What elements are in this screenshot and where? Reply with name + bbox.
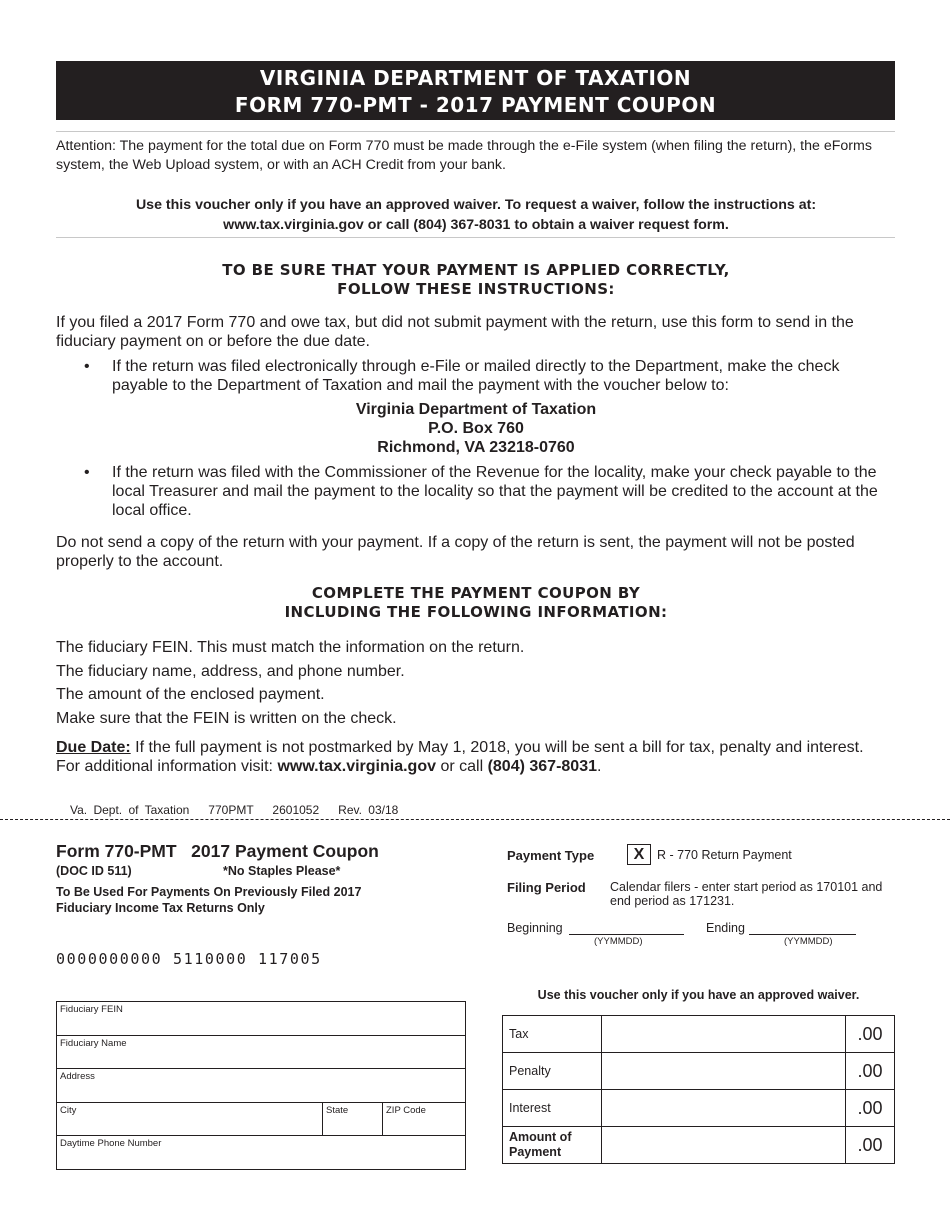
payment-amount-input[interactable] — [602, 1127, 846, 1164]
complete-heading — [56, 584, 896, 622]
tax-amount-input[interactable] — [602, 1016, 846, 1053]
bullet-item — [84, 357, 896, 395]
no-copy-paragraph: Do not send a copy of the return with your payment. If a copy of the return is sent, the payment will not be posted properly to the account. — [56, 534, 855, 570]
waiver-notice-line-1: Use this voucher only if you have an approved waiver. To request a waiver, follow the instructions at: — [135, 197, 817, 213]
table-row — [503, 1127, 895, 1164]
address-line-1: Virginia Department of Taxation — [355, 401, 597, 418]
tax-cents: .00 — [846, 1016, 895, 1053]
payment-type-label: Payment Type — [507, 848, 595, 863]
payment-cents: .00 — [846, 1127, 895, 1164]
form-footer-id: Va. Dept. of Taxation 770PMT 2601052 Rev. 03/18 — [70, 803, 399, 817]
phone-number: (804) 367-8031 — [487, 758, 597, 775]
info-item: The fiduciary FEIN. This must match the information on the return. — [56, 639, 525, 656]
divider — [56, 131, 895, 132]
filing-period-note-line-1: Calendar filers - enter start period as 170101 and — [610, 880, 883, 894]
complete-heading-line-2: INCLUDING THE FOLLOWING INFORMATION: — [284, 603, 668, 621]
additional-info-text: For additional information visit: — [56, 758, 278, 775]
interest-amount-input[interactable] — [602, 1090, 846, 1127]
form-header — [56, 61, 895, 120]
bullet-item — [84, 463, 896, 520]
ending-label: Ending — [706, 921, 745, 935]
additional-info-middle: or call — [436, 758, 488, 775]
ending-format: (YYMMDD) — [784, 936, 833, 947]
interest-cents: .00 — [846, 1090, 895, 1127]
payment-type-checkbox[interactable]: X — [627, 844, 651, 865]
zip-field[interactable] — [382, 1102, 466, 1136]
payment-type-value: R - 770 Return Payment — [657, 848, 792, 862]
bullet-text: If the return was filed electronically through e-File or mailed directly to the Department, make the check payable to the Department of Taxation and mail the payment with the voucher below to: — [112, 358, 840, 394]
coupon-usage-line-2: Fiduciary Income Tax Returns Only — [56, 901, 265, 915]
additional-info-end: . — [597, 758, 602, 775]
table-row — [503, 1053, 895, 1090]
header-line-2: FORM 770-PMT - 2017 PAYMENT COUPON — [234, 93, 717, 117]
fiduciary-fein-field[interactable] — [56, 1001, 466, 1036]
city-field[interactable] — [56, 1102, 323, 1136]
header-line-1: VIRGINIA DEPARTMENT OF TAXATION — [259, 66, 692, 90]
due-date-label: Due Date: — [56, 739, 131, 756]
beginning-label: Beginning — [507, 921, 563, 935]
coupon-usage — [56, 884, 361, 916]
bullet-text: If the return was filed with the Commissioner of the Revenue for the locality, make your check payable to the local Treasurer and mail the payment to the locality so that the payment will be credited to the account at the local office. — [112, 464, 878, 519]
table-row — [503, 1016, 895, 1053]
phone-field[interactable] — [56, 1135, 466, 1170]
address-label: Address — [60, 1071, 95, 1082]
due-date-paragraph — [56, 738, 906, 776]
amounts-table — [502, 1015, 895, 1164]
beginning-date-input[interactable] — [569, 919, 684, 935]
website-link[interactable]: www.tax.virginia.gov — [277, 758, 436, 775]
instructions-heading-line-2: FOLLOW THESE INSTRUCTIONS: — [337, 280, 615, 298]
scan-line: 0000000000 5110000 117005 — [56, 950, 322, 968]
intro-paragraph: If you filed a 2017 Form 770 and owe tax, but did not submit payment with the return, use this form to send in the fiduciary payment on or before the due date. — [56, 314, 854, 350]
doc-id: (DOC ID 511) — [56, 864, 132, 878]
penalty-label: Penalty — [503, 1053, 602, 1090]
bullet-dot: • — [84, 464, 90, 481]
voucher-waiver-notice: Use this voucher only if you have an approved waiver. — [537, 988, 860, 1002]
amount-of-payment-label: Amount of Payment — [503, 1127, 602, 1164]
instructions-heading-line-1: TO BE SURE THAT YOUR PAYMENT IS APPLIED CORRECTLY, — [222, 261, 730, 279]
filing-period-note-line-2: end period as 171231. — [610, 894, 735, 908]
due-date-text: If the full payment is not postmarked by May 1, 2018, you will be sent a bill for tax, penalty and interest. — [130, 739, 864, 756]
zip-label: ZIP Code — [386, 1105, 426, 1116]
penalty-amount-input[interactable] — [602, 1053, 846, 1090]
address-field[interactable] — [56, 1068, 466, 1103]
address-line-3: Richmond, VA 23218-0760 — [377, 439, 575, 456]
state-label: State — [326, 1105, 349, 1116]
info-item: The amount of the enclosed payment. — [56, 686, 325, 703]
fiduciary-name-field[interactable] — [56, 1035, 466, 1069]
coupon-title: Form 770-PMT 2017 Payment Coupon — [56, 841, 379, 861]
state-field[interactable] — [322, 1102, 383, 1136]
beginning-format: (YYMMDD) — [594, 936, 643, 947]
attention-paragraph: Attention: The payment for the total due on Form 770 must be made through the e-File system (when filing the return), the eForms system, the Web Upload system, or with an ACH Credit from your bank. — [56, 138, 872, 173]
info-item: The fiduciary name, address, and phone number. — [56, 662, 405, 680]
cut-line — [0, 819, 950, 820]
table-row — [503, 1090, 895, 1127]
penalty-cents: .00 — [846, 1053, 895, 1090]
mailing-address — [56, 400, 896, 457]
bullet-dot: • — [84, 358, 90, 375]
phone-label: Daytime Phone Number — [60, 1138, 162, 1149]
filing-period-note — [610, 880, 882, 908]
coupon-usage-line-1: To Be Used For Payments On Previously Filed 2017 — [56, 885, 362, 899]
ending-date-input[interactable] — [749, 919, 856, 935]
waiver-notice-line-2: www.tax.virginia.gov or call (804) 367-8031 to obtain a waiver request form. — [223, 217, 729, 233]
complete-heading-line-1: COMPLETE THE PAYMENT COUPON BY — [311, 584, 641, 602]
tax-label: Tax — [503, 1016, 602, 1053]
city-label: City — [60, 1105, 77, 1116]
waiver-notice — [56, 195, 896, 235]
instructions-heading — [56, 261, 896, 299]
address-line-2: P.O. Box 760 — [428, 420, 524, 437]
divider — [56, 237, 895, 238]
no-staples: *No Staples Please* — [223, 864, 341, 878]
interest-label: Interest — [503, 1090, 602, 1127]
fiduciary-fein-label: Fiduciary FEIN — [60, 1004, 123, 1015]
fiduciary-name-label: Fiduciary Name — [60, 1038, 127, 1049]
filing-period-label: Filing Period — [507, 880, 586, 895]
info-item: Make sure that the FEIN is written on the check. — [56, 709, 397, 727]
info-list — [56, 636, 896, 730]
